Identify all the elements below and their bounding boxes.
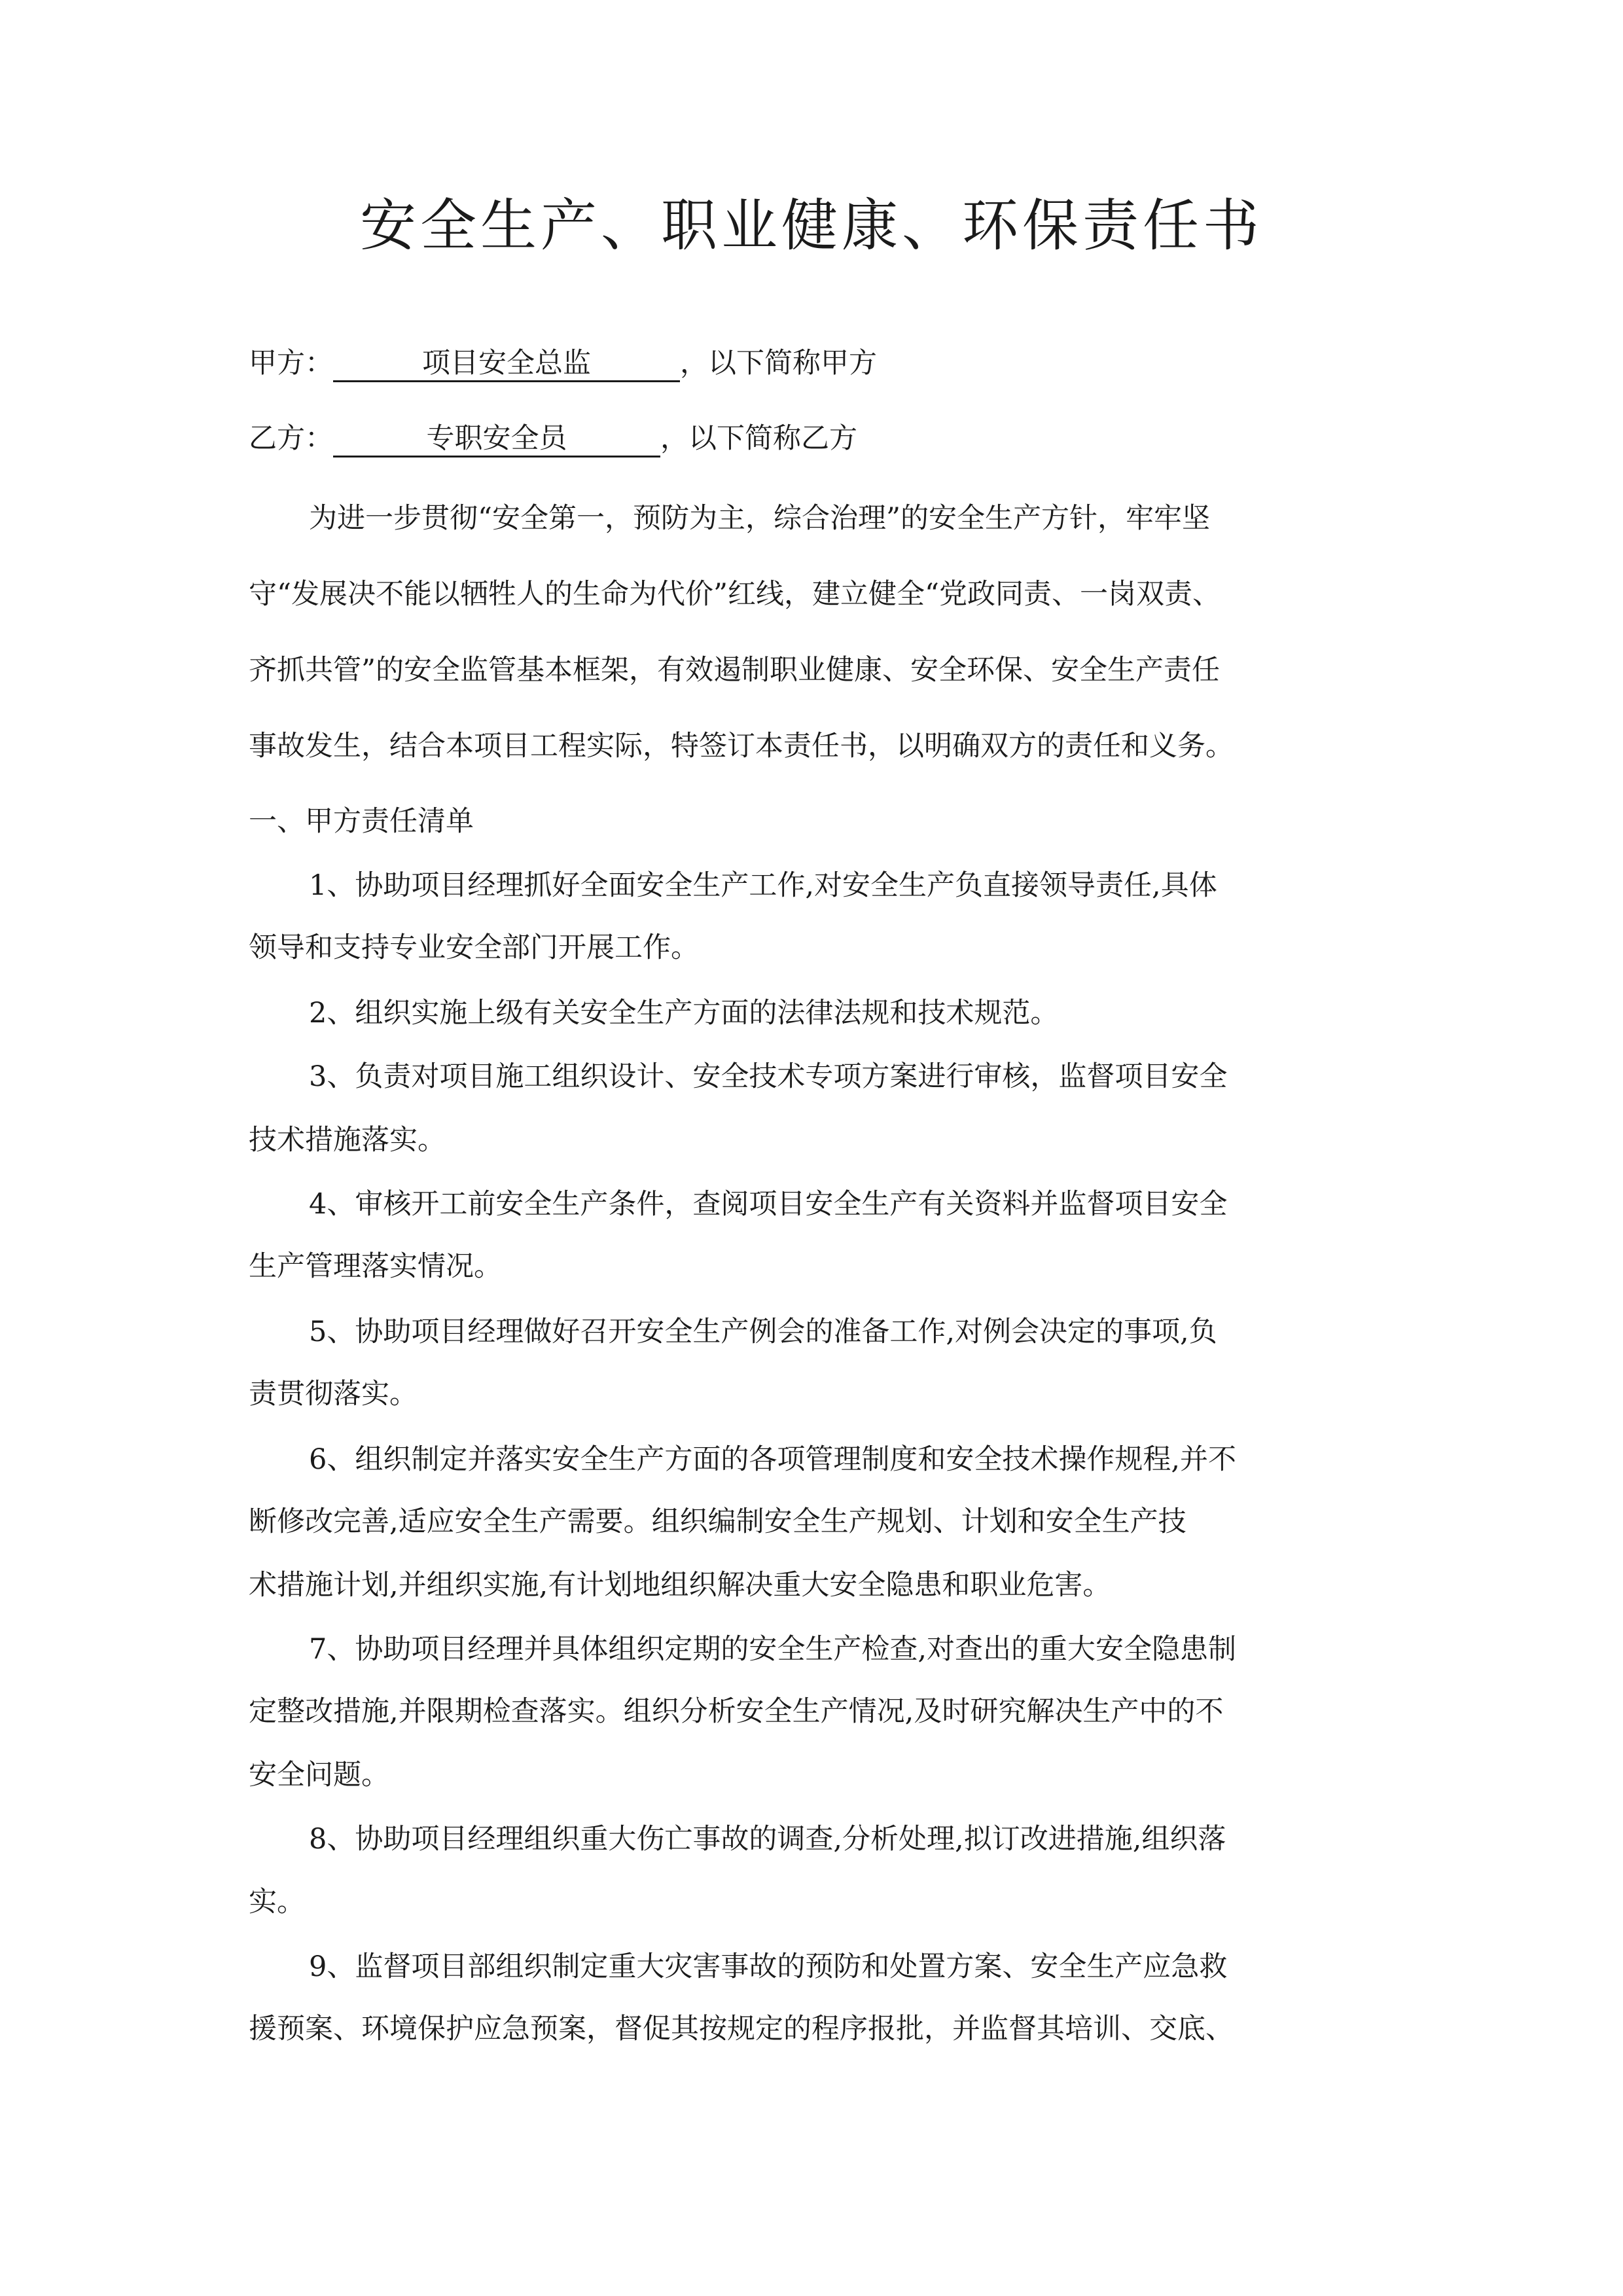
item-8-line: 实。 — [249, 1886, 305, 1918]
party-a-line — [249, 344, 1387, 383]
intro-line: 守“发展决不能以牺牲人的生命为代价”红线，建立健全“党政同责、一岗双责、 — [249, 578, 1221, 611]
item-1-line: 1、协助项目经理抓好全面安全生产工作,对安全生产负直接领导责任,具体 — [309, 869, 1217, 902]
item-7-line: 7、协助项目经理并具体组织定期的安全生产检查,对查出的重大安全隐患制 — [309, 1633, 1237, 1666]
party-b-suffix: ，以下简称乙方 — [660, 422, 857, 455]
item-7-line: 安全问题。 — [249, 1759, 389, 1791]
item-2-line: 2、组织实施上级有关安全生产方面的法律法规和技术规范。 — [309, 997, 1059, 1030]
item-6-line: 断修改完善,适应安全生产需要。组织编制安全生产规划、计划和安全生产技 — [249, 1505, 1186, 1538]
item-8-line: 8、协助项目经理组织重大伤亡事故的调查,分析处理,拟订改进措施,组织落 — [309, 1823, 1226, 1856]
party-b-line — [249, 419, 1387, 458]
intro-line: 齐抓共管”的安全监管基本框架，有效遏制职业健康、安全环保、安全生产责任 — [249, 654, 1220, 687]
item-9-line: 援预案、环境保护应急预案，督促其按规定的程序报批，并监督其培训、交底、 — [249, 2013, 1234, 2045]
item-7-line: 定整改措施,并限期检查落实。组织分析安全生产情况,及时研究解决生产中的不 — [249, 1695, 1224, 1728]
item-4-line: 4、审核开工前安全生产条件，查阅项目安全生产有关资料并监督项目安全 — [309, 1188, 1228, 1221]
party-a-suffix: ，以下简称甲方 — [680, 347, 877, 380]
intro-line: 为进一步贯彻“安全第一，预防为主，综合治理”的安全生产方针，牢牢坚 — [309, 502, 1210, 535]
party-b-label: 乙方： — [249, 422, 333, 455]
item-1-line: 领导和支持专业安全部门开展工作。 — [249, 931, 699, 964]
item-6-line: 术措施计划,并组织实施,有计划地组织解决重大安全隐患和职业危害。 — [249, 1569, 1111, 1602]
item-5-line: 责贯彻落实。 — [249, 1378, 418, 1410]
item-3-line: 3、负责对项目施工组织设计、安全技术专项方案进行审核，监督项目安全 — [309, 1060, 1228, 1093]
item-6-line: 6、组织制定并落实安全生产方面的各项管理制度和安全技术操作规程,并不 — [309, 1443, 1237, 1476]
intro-line: 事故发生，结合本项目工程实际，特签订本责任书，以明确双方的责任和义务。 — [249, 730, 1234, 762]
item-5-line: 5、协助项目经理做好召开安全生产例会的准备工作,对例会决定的事项,负 — [309, 1316, 1217, 1348]
party-b-name: 专职安全员 — [333, 422, 660, 457]
party-a-name: 项目安全总监 — [333, 346, 680, 382]
item-3-line: 技术措施落实。 — [249, 1124, 446, 1157]
document-title: 安全生产、职业健康、环保责任书 — [360, 193, 1263, 259]
item-4-line: 生产管理落实情况。 — [249, 1250, 502, 1283]
section-heading: 一、甲方责任清单 — [249, 805, 474, 838]
item-9-line: 9、监督项目部组织制定重大灾害事故的预防和处置方案、安全生产应急救 — [309, 1950, 1228, 1983]
party-a-label: 甲方： — [249, 347, 333, 380]
